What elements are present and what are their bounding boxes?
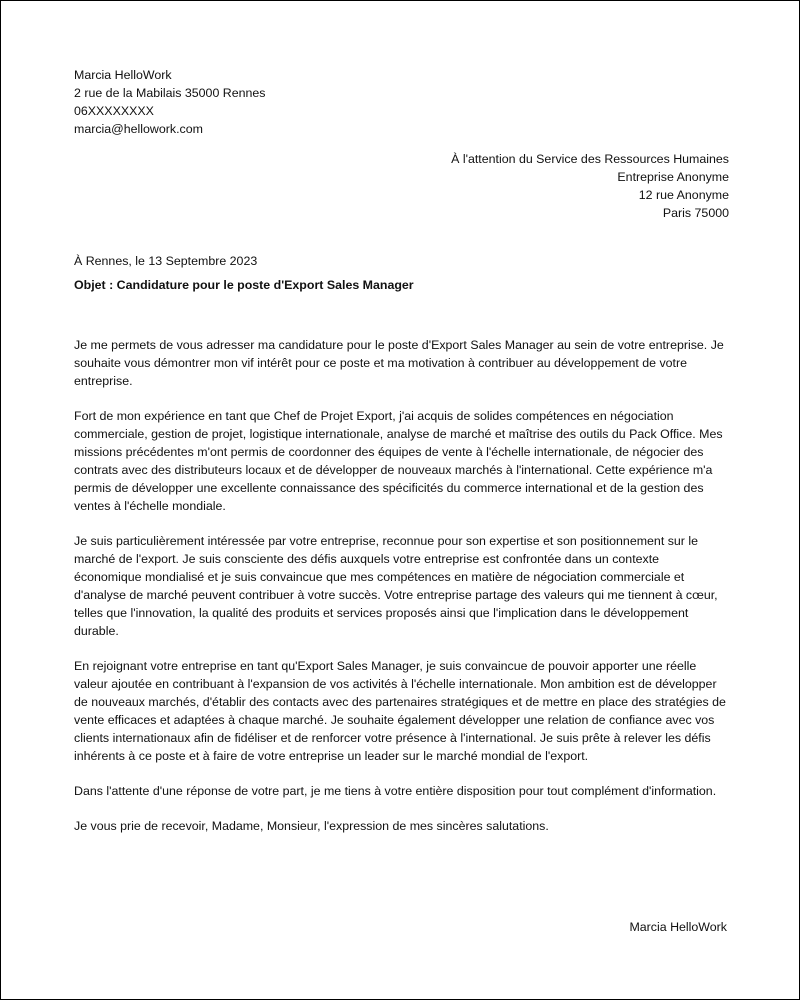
body-paragraph: Je me permets de vous adresser ma candidature pour le poste d'Export Sales Manager au sein de votre entreprise. Je souhaite vous démontrer mon vif intérêt pour ce poste et ma motivation à contribuer au développement de votre entreprise.	[74, 338, 724, 388]
body-paragraph: Fort de mon expérience en tant que Chef de Projet Export, j'ai acquis de solides compétences en négociation commerciale, gestion de projet, logistique internationale, analyse de marché et maîtrise des outils du Pack Office. Mes missions précédentes m'ont permis de coordonner des équipes de vente à l'échelle internationale, de négocier des contrats avec des distributeurs locaux et de développer de nouveaux marchés à l'international. Cette expérience m'a permis de développer une excellente connaissance des spécificités du commerce international et de la gestion des ventes à l'échelle mondiale.	[74, 409, 723, 513]
recipient-company: Entreprise Anonyme	[617, 170, 729, 184]
body-paragraph: En rejoignant votre entreprise en tant qu'Export Sales Manager, je suis convaincue de pouvoir apporter une réelle valeur ajoutée en contribuant à l'expansion de vos activités à l'échelle internationale. Mon ambition est de développer de nouveaux marchés, d'établir des contacts avec des partenaires stratégiques et de mettre en place des stratégies de vente efficaces et adaptées à chaque marché. Je souhaite également développer une relation de confiance avec vos clients internationaux afin de fidéliser et de renforcer votre présence à l'international. Je suis prête à relever les défis inhérents à ce poste et à faire de votre entreprise un leader sur le marché mondial de l'export.	[74, 659, 726, 763]
recipient-block	[74, 150, 729, 222]
sender-email: marcia@hellowork.com	[74, 122, 203, 136]
recipient-attention: À l'attention du Service des Ressources Humaines	[451, 152, 729, 166]
sender-name: Marcia HelloWork	[74, 68, 172, 82]
body-paragraph: Je suis particulièrement intéressée par votre entreprise, reconnue pour son expertise et son positionnement sur le marché de l'export. Je suis consciente des défis auxquels votre entreprise est confrontée dans un contexte économique mondialisé et je suis convaincue que mes compétences en matière de négociation commerciale et d'analyse de marché peuvent contribuer à votre succès. Votre entreprise partage des valeurs qui me tiennent à cœur, telles que l'innovation, la qualité des produits et services proposés ainsi que l'implication dans le développement durable.	[74, 534, 718, 638]
body-paragraph: Dans l'attente d'une réponse de votre part, je me tiens à votre entière disposition pour tout complément d'information.	[74, 784, 717, 798]
sender-phone: 06XXXXXXXX	[74, 104, 154, 118]
sender-block	[74, 66, 729, 138]
date-line: À Rennes, le 13 Septembre 2023	[74, 254, 258, 268]
closing-paragraph: Je vous prie de recevoir, Madame, Monsieur, l'expression de mes sincères salutations.	[74, 819, 549, 833]
letter-body	[74, 336, 729, 835]
sender-address: 2 rue de la Mabilais 35000 Rennes	[74, 86, 266, 100]
subject-line: Objet : Candidature pour le poste d'Export Sales Manager	[74, 278, 414, 292]
signature: Marcia HelloWork	[629, 920, 727, 934]
letter-content	[74, 66, 729, 852]
recipient-city: Paris 75000	[662, 206, 729, 220]
recipient-street: 12 rue Anonyme	[638, 188, 729, 202]
